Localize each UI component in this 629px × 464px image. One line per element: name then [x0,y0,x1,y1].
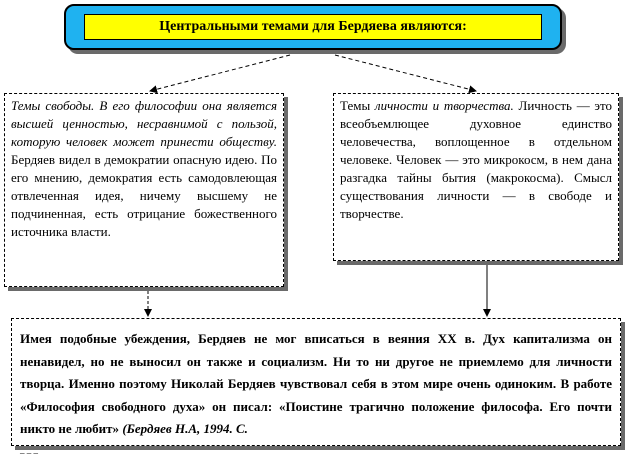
arrow-title-to-left [150,55,290,91]
personality-theme-lead: Темы [340,98,375,113]
personality-theme-italic: личности и творчества. [374,98,514,113]
freedom-theme-text: Бердяев видел в демократии опасную идею. По его мнению, демократия есть самодовлеющая отвлеченная идея, ничему высшему не подчиненная, есть отрицание божественного источника власти. [11,152,277,239]
arrow-title-to-right [335,55,476,91]
title-label: Центральными темами для Бердяева являются: [84,14,542,40]
freedom-theme-box [4,93,284,287]
conclusion-box [11,318,621,458]
conclusion-text: Имея подобные убеждения, Бердяев не мог вписаться в веяния XX в. Дух капитализма он ненавидел, но не выносил он также и социализм. Ни то ни другое не приемлемо для личности творца. Именно поэтому Николай Бердяев чувствовал себя в этом мире очень одиноким. В работе «Философия свободного духа» он писал: «Поистине трагично положение философа. Его почти никто не любит» [20,331,612,437]
conclusion-tail: – – – [20,447,38,458]
freedom-theme-italic-text: Темы свободы. В его философии она является высшей ценностью, несравнимой с пользой, которую человек может принести обществу. [11,98,277,149]
personality-theme-text: Личность — это всеобъемлющее духовное единство человечества, воплощенное в отдельном человеке. Человек — это микрокосм, в нем дана разгадка тайны бытия (макрокосма). Смысл существования личности — в свободе и творчестве. [340,98,612,221]
conclusion-citation: (Бердяев Н.А, 1994. С. [122,421,248,437]
personality-theme-box [333,93,619,261]
title-box [64,4,562,50]
